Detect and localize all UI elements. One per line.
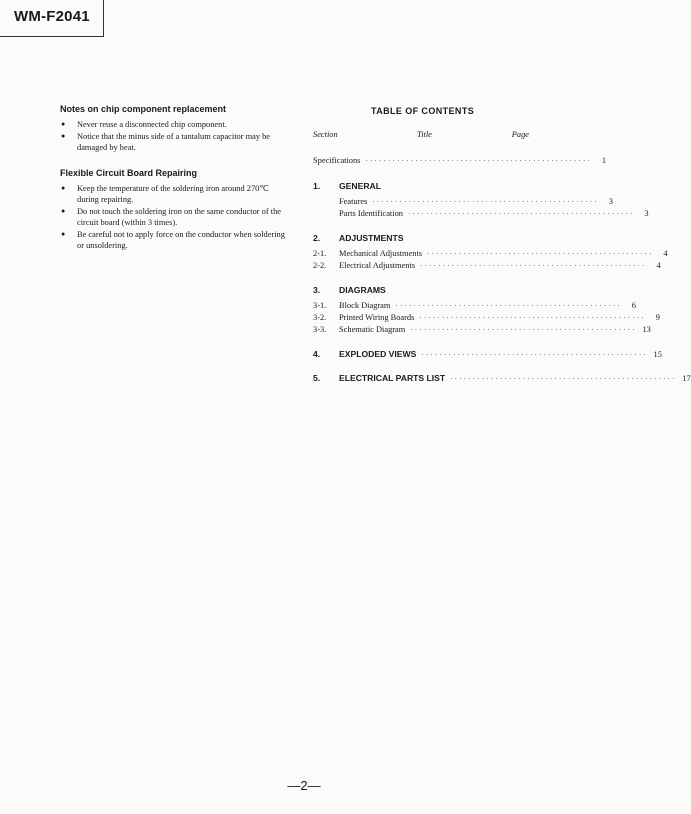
toc-label: Block Diagram bbox=[339, 301, 391, 310]
item-number: 2-2. bbox=[313, 261, 327, 270]
section-number: 3. bbox=[313, 285, 321, 295]
toc-page: 9 bbox=[655, 313, 660, 322]
toc-row-features[interactable] bbox=[313, 196, 613, 208]
toc-row-block-diagram[interactable] bbox=[313, 300, 636, 312]
leader-dots: ·················································· bbox=[419, 314, 646, 322]
notes-column bbox=[60, 104, 285, 252]
section-number: 5. bbox=[313, 373, 321, 383]
leader-dots: ·················································· bbox=[420, 262, 647, 270]
list-item: ● Be careful not to apply force on the conductor when soldering or unsoldering. bbox=[60, 229, 285, 252]
toc-row-parts-identification[interactable] bbox=[313, 208, 649, 220]
chip-replacement-heading: Notes on chip component replacement bbox=[60, 104, 227, 114]
col-section: Section bbox=[313, 130, 338, 139]
toc-label: Mechanical Adjustments bbox=[339, 249, 423, 258]
toc-label: Electrical Adjustments bbox=[339, 261, 416, 270]
table-of-contents bbox=[313, 130, 691, 384]
chip-replacement-list bbox=[60, 119, 285, 154]
section-title: ELECTRICAL PARTS LIST bbox=[339, 373, 446, 383]
leader-dots: ·················································· bbox=[395, 302, 622, 310]
leader-dots: ·················································· bbox=[427, 250, 654, 258]
toc-title: TABLE OF CONTENTS bbox=[371, 106, 475, 116]
toc-page: 13 bbox=[642, 325, 651, 334]
model-number: WM-F2041 bbox=[14, 8, 90, 25]
flex-board-list bbox=[60, 183, 285, 252]
toc-page: 17 bbox=[682, 374, 691, 383]
toc-page: 3 bbox=[608, 197, 613, 206]
toc-page: 4 bbox=[656, 261, 661, 270]
list-item: ● Do not touch the soldering iron on the same conductor of the circuit board (within 3 times). bbox=[60, 206, 285, 229]
toc-row-schematic-diagram[interactable] bbox=[313, 324, 651, 336]
list-item: ● Keep the temperature of the soldering iron around 270℃ during repairing. bbox=[60, 183, 285, 206]
toc-row-printed-wiring-boards[interactable] bbox=[313, 312, 660, 324]
section-number: 4. bbox=[313, 349, 321, 359]
toc-label: Specifications bbox=[313, 156, 361, 165]
toc-page: 4 bbox=[663, 249, 668, 258]
section-title: DIAGRAMS bbox=[339, 285, 386, 295]
toc-label: Parts Identification bbox=[339, 209, 403, 218]
toc-row-specifications[interactable] bbox=[313, 155, 607, 167]
toc-page: 3 bbox=[644, 209, 649, 218]
leader-dots: ·················································· bbox=[372, 198, 599, 206]
toc-section-electrical-parts-list[interactable] bbox=[313, 372, 691, 384]
toc-section-general[interactable] bbox=[313, 180, 529, 192]
section-number: 2. bbox=[313, 233, 321, 243]
toc-page: 15 bbox=[653, 350, 662, 359]
list-item: ● Notice that the minus side of a tantalum capacitor may be damaged by heat. bbox=[60, 131, 285, 154]
col-page: Page bbox=[511, 130, 529, 139]
toc-column-headers bbox=[313, 130, 529, 144]
toc-section-exploded-views[interactable] bbox=[313, 348, 662, 360]
item-number: 3-3. bbox=[313, 325, 327, 334]
model-header-box bbox=[0, 0, 104, 37]
leader-dots: ·················································· bbox=[407, 210, 635, 218]
section-title: GENERAL bbox=[339, 181, 382, 191]
leader-dots: ·················································· bbox=[410, 326, 637, 334]
leader-dots: ·················································· bbox=[365, 157, 593, 165]
toc-section-adjustments[interactable] bbox=[313, 232, 529, 244]
section-number: 1. bbox=[313, 181, 321, 191]
toc-section-diagrams[interactable] bbox=[313, 284, 529, 296]
item-number: 3-1. bbox=[313, 301, 327, 310]
toc-label: Features bbox=[339, 197, 368, 206]
item-number: 3-2. bbox=[313, 313, 327, 322]
toc-label: Printed Wiring Boards bbox=[339, 313, 415, 322]
section-title: EXPLODED VIEWS bbox=[339, 349, 417, 359]
section-title: ADJUSTMENTS bbox=[339, 233, 404, 243]
list-item: ● Never reuse a disconnected chip component. bbox=[60, 119, 285, 131]
toc-row-mechanical-adjustments[interactable] bbox=[313, 248, 668, 260]
leader-dots: ·················································· bbox=[450, 375, 677, 383]
page-number: —2— bbox=[287, 778, 321, 793]
toc-page: 1 bbox=[601, 156, 607, 165]
toc-page: 6 bbox=[631, 301, 636, 310]
toc-row-electrical-adjustments[interactable] bbox=[313, 260, 661, 272]
toc-label: Schematic Diagram bbox=[339, 325, 406, 334]
col-title: Title bbox=[417, 130, 432, 139]
item-number: 2-1. bbox=[313, 249, 327, 258]
flex-board-heading: Flexible Circuit Board Repairing bbox=[60, 167, 198, 178]
leader-dots: ·················································· bbox=[421, 351, 648, 359]
